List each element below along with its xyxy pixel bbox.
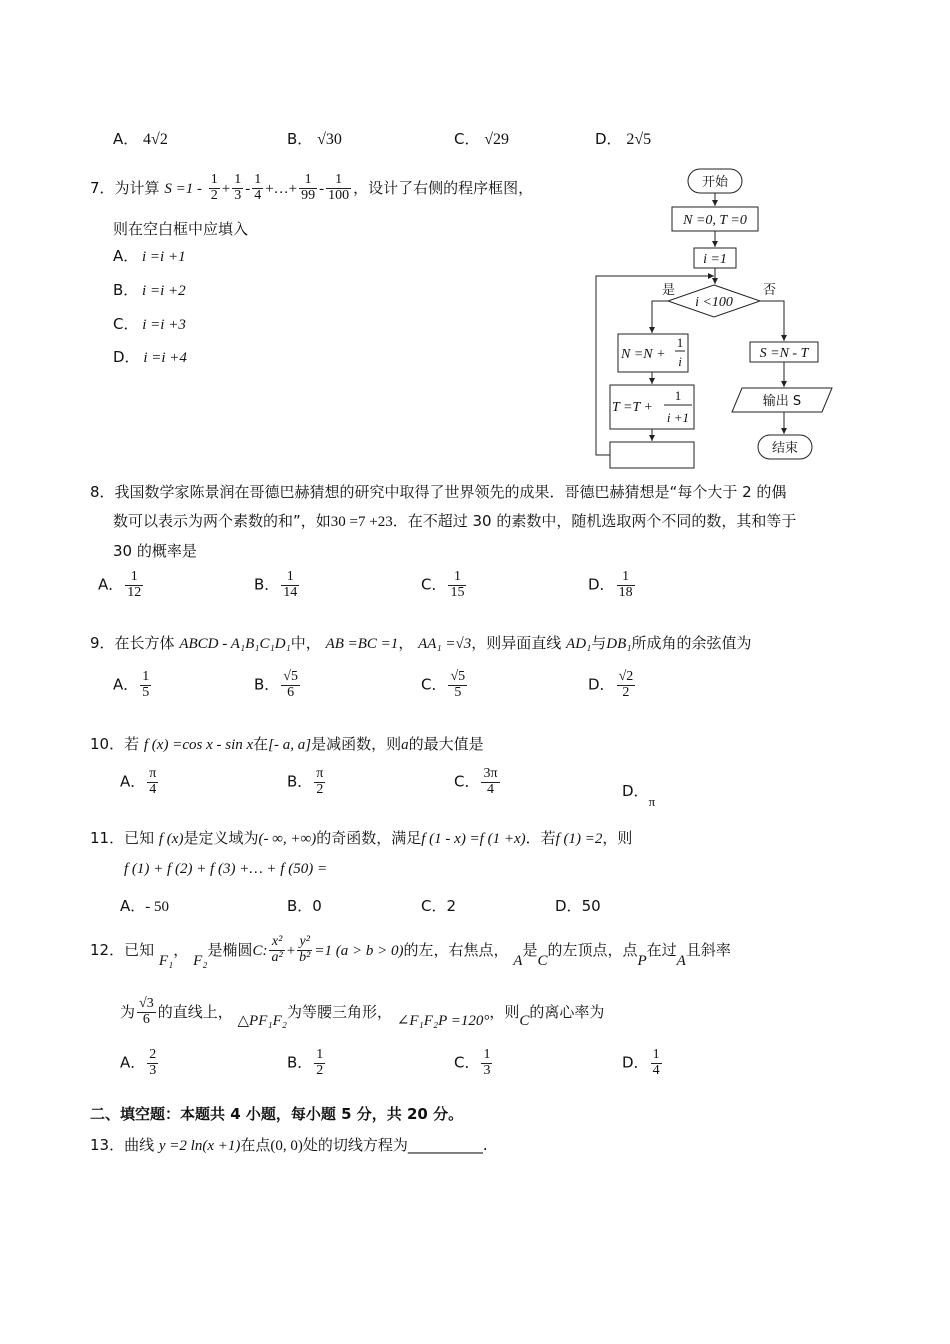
q6-option-a: A． 4√2 <box>113 130 168 148</box>
q6-option-d: D． 2√5 <box>595 130 652 148</box>
q8-option-c: C． $\frac{1}{15}$ <box>421 569 465 600</box>
q8-option-b: B． $\frac{1}{14}$ <box>254 569 298 600</box>
flow-s-label: S =N - T <box>759 346 809 361</box>
flow-n-update-label: N =N + <box>621 347 666 362</box>
svg-text:1: 1 <box>676 335 684 350</box>
q6-option-c: C． √29 <box>454 130 510 148</box>
q6-option-c-value: √29 <box>484 131 510 148</box>
q9-option-c: C． $\frac{√5}{5}$ <box>421 669 466 700</box>
flow-no-label: 否 <box>763 283 777 298</box>
q9-option-b: B． $\frac{√5}{6}$ <box>254 669 298 700</box>
q10-stem: 10．若 f (x) =cos x - sin x在[- a, a]是减函数，则a的最大值是 <box>90 735 484 753</box>
flow-yes-label: 是 <box>662 283 676 298</box>
q12-option-b: B． $\frac{1}{2}$ <box>287 1047 324 1078</box>
q10-option-c: C． $\frac{3\pi}{4}$ <box>454 766 498 797</box>
q10-option-d: D．π <box>622 782 656 809</box>
q8-equation: 30 =7 +23 <box>330 514 393 530</box>
q10-option-b: B． $\frac{\pi}{2}$ <box>287 766 324 797</box>
q7-stem: 7．为计算 S =1 - $\frac{1}{2}$ + $\frac{1}{3}$ - $\frac{1}{4}$ +…+ $\frac{1}{99}$ - $\frac{1}{100}$ ，设计了右侧的程序框图， <box>90 172 534 203</box>
flow-t-update-label: T =T + <box>612 400 653 415</box>
q8-line3: 30 的概率是 <box>113 542 197 560</box>
q7-option-d: D． i =i +4 <box>113 348 187 366</box>
flow-end-label: 结束 <box>771 441 799 456</box>
flow-condition-label: i <100 <box>695 295 733 310</box>
q7-formula: S =1 - <box>164 181 202 197</box>
q6-option-a-value: 4√2 <box>143 131 168 148</box>
svg-text:i: i <box>678 354 682 369</box>
q8-line1: 8．我国数学家陈景润在哥德巴赫猜想的研究中取得了世界领先的成果．哥德巴赫猜想是“每个大于 2 的偶 <box>90 483 787 501</box>
q7-flowchart <box>590 160 850 480</box>
svg-text:1: 1 <box>674 388 682 403</box>
q13-answer-blank[interactable]: __________ <box>407 1136 483 1154</box>
q10-option-a: A． $\frac{\pi}{4}$ <box>120 766 157 797</box>
q11-option-d: D．50 <box>555 897 601 915</box>
flow-blank-box <box>610 442 694 468</box>
svg-text:i +1: i +1 <box>666 410 690 425</box>
q12-line1: 12．已知 F₁， F₂是椭圆C: $\frac{\text{x²}}{\text{a²}}$ + $\frac{\text{y²}}{\text{b²}}$ =1 (a > b > 0)的左，右焦点， A是C的左顶点，点P在过A且斜率 <box>90 934 731 969</box>
q8-option-d: D． $\frac{1}{18}$ <box>588 569 633 600</box>
q9-stem: 9．在长方体 ABCD - A₁B₁C₁D₁中， AB =BC =1， AA₁ =√3，则异面直线 AD₁与DB₁所成角的余弦值为 <box>90 634 752 652</box>
q11-sum: f (1) + f (2) + f (3) +… + f (50) = <box>124 861 328 877</box>
flow-start-label: 开始 <box>701 175 729 190</box>
q8-line2: 数可以表示为两个素数的和”，如30 =7 +23．在不超过 30 的素数中，随机选取两个不同的数，其和等于 <box>113 512 797 530</box>
q12-line2: 为 $\frac{√3}{6}$ 的直线上， △PF₁F₂为等腰三角形， ∠F₁F₂P =120°，则C的离心率为 <box>120 996 605 1029</box>
q7-line2: 则在空白框中应填入 <box>113 220 249 238</box>
q7-option-c: C． i =i +3 <box>113 315 186 333</box>
flow-init-label: N =0, T =0 <box>683 213 747 228</box>
q12-option-c: C． $\frac{1}{3}$ <box>454 1047 491 1078</box>
q12-option-d: D． $\frac{1}{4}$ <box>622 1047 660 1078</box>
section-2-heading: 二、填空题：本题共 4 小题，每小题 5 分，共 20 分。 <box>90 1105 464 1123</box>
q12-option-a: A． $\frac{2}{3}$ <box>120 1047 157 1078</box>
q9-option-d: D． $\frac{√2}{2}$ <box>588 669 634 700</box>
q11-option-b: B．0 <box>287 897 322 915</box>
q11-option-a: A．- 50 <box>120 897 170 915</box>
q6-option-b: B． √30 <box>287 130 342 148</box>
flow-output-label: 输出 S <box>762 394 802 409</box>
q7-option-a: A． i =i +1 <box>113 247 186 265</box>
q11-stem: 11．已知 f (x)是定义域为(- ∞, +∞)的奇函数，满足f (1 - x) =f (1 +x)．若f (1) =2，则 <box>90 829 633 847</box>
q9-option-a: A． $\frac{1}{5}$ <box>113 669 150 700</box>
q7-option-b: B． i =i +2 <box>113 281 186 299</box>
q6-option-d-value: 2√5 <box>626 131 652 148</box>
q11-option-c: C．2 <box>421 897 457 915</box>
q13-stem: 13．曲线 y =2 ln(x +1)在点(0, 0)处的切线方程为__________. <box>90 1136 488 1154</box>
q6-option-b-value: √30 <box>317 131 342 148</box>
flow-set-i-label: i =1 <box>703 252 727 267</box>
q8-option-a: A． $\frac{1}{12}$ <box>98 569 142 600</box>
